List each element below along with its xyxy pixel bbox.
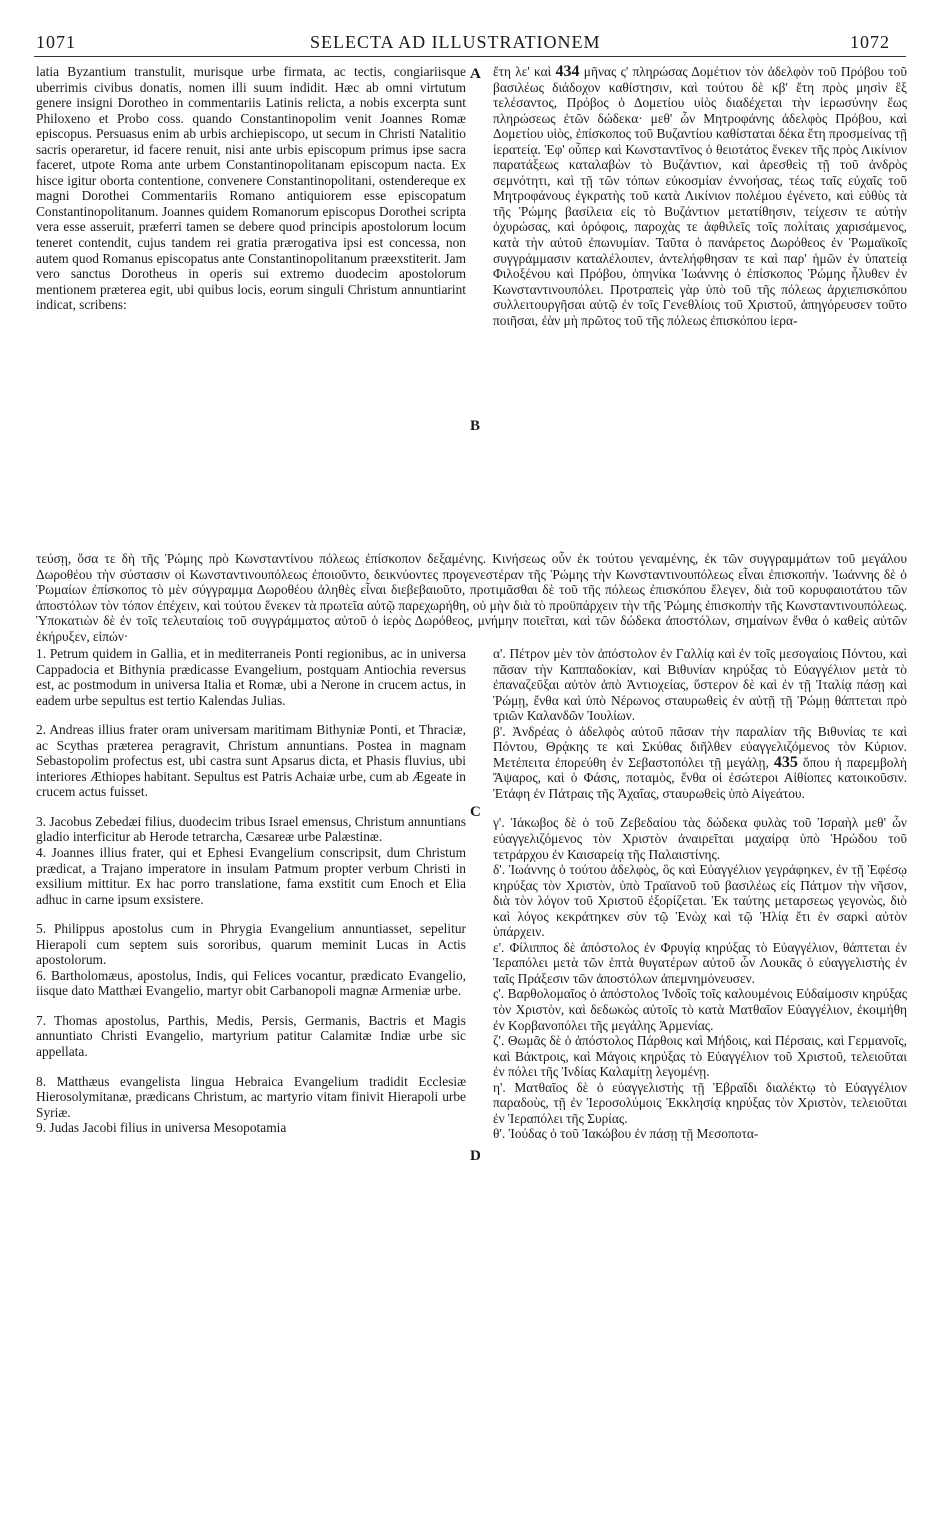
latin-item: 2. Andreas illius frater oram universam maritimam Bithyniæ Ponti, et Thraciæ, ac Scythas præterea peragravit, Christum annuntians. Postea in magnam Sebastopolim profectus est, ubi castra sunt Apsarus dicta, et Phasis fluvius, ubi interiores Æthiopes habitant. Sepultus est Patris Achaiæ urbe, cum ab Ægeate in crucem actus fuisset.	[36, 722, 466, 800]
greek-item: η'. Ματθαῖος δὲ ὁ εὐαγγελιστὴς τῇ Ἑβραΐδι διαλέκτῳ τὸ Εὐαγγέλιον παραδοὺς, τῇ ἐν Ἱεροσολύμοις Ἐκκλησίᾳ κηρύξας τὸν Χριστὸν, τελειοῦται ἐν Ἱεραπόλει τῆς Συρίας.	[493, 1079, 907, 1126]
latin-item: 9. Judas Jacobi filius in universa Mesopotamia	[36, 1120, 287, 1136]
latin-intro	[36, 64, 466, 313]
greek-intro-rest: μῆνας ς' πληρώσας Δομέτιον τὸν ἀδελφὸν τοῦ Πρόβου τοῦ βασιλέως διάδοχον καθίστησιν, καὶ τούτου δὲ κβ' ἔτη πρὸς μησὶν ἓξ τελέσαντος, Πρόβος ὁ Δομετίου υἱὸς διαδέχεται τὴν ἱερωσύνην ἕως πληρώσεως ἐτῶν δώδεκα· μεθ' ὧν Μητροφάνης ἀδελφὸς Πρόβου, καὶ Δομετίου υἱὸς, ἐπίσκοπος τοῦ Βυζαντίου καθίσταται δέκα ἔτη προσμείνας τῇ ἱερατείᾳ. Ἐφ' οὗπερ καὶ Κωνσταντῖνος ὁ θειοτάτος ἕνεκεν τῆς πρὸς Λικίνιον παρατάξεως καταλαβὼν τὸ Βυζάντιον, καὶ ἀρεσθεὶς τῇ τοῦ ἀνδρὸς σεμνότητι, καὶ τῇ τῶν τόπων εὐκοσμίαν ἐννοήσας, τέως ταῖς εὐχαῖς τοῦ Μητροφάνους ἐγκρατὴς τοῦ κατὰ Λικίνιον πολέμου ἐγένετο, καὶ εὐθὺς τὰ τῆς Ῥώμης βασίλεια εἰς τὸ Βυζάντιον μετατίθησιν, τείχεσιν τε αὐτὴν ὀχυρώσας, καὶ ὀρόφοις, παροχὰς τε ἀφθιλεῖς τοῖς πολίταις χαρισάμενος, κατὰ τὴν αὐτοῦ ἐπωνυμίαν. Ταῦτα ὁ πανάρετος Δωρόθεος ἐν Ῥωμαϊκοῖς συγγράμμασιν καταλέλοιπεν, ἀντελήφθησαν τε καὶ παρ' ἡμῶν ἐν ὑπατείᾳ Φιλοξένου καὶ Πρόβου, ὁπηνίκα Ἰωάννης ὁ ἐπίσκοπος Ῥώμης ἦλυθεν ἐν Κωνσταντινουπόλει. Προτραπεὶς γὰρ ὑπὸ τοῦ τῆς πόλεως ἀρχιεπισκόπου συλλειτουργῆσαι αὐτῷ ἐν τοῖς Γενεθλίοις τοῦ Χριστοῦ, ἀπηγόρευσεν τοῦτο ποιῆσαι, ἐὰν μὴ πρῶτος τοῦ τῆς πόλεως ἐπισκόπου ἱερα-	[493, 64, 907, 328]
greek-full-width	[36, 551, 907, 644]
latin-item: 4. Joannes illius frater, qui et Ephesi Evangelium conscripsit, dum Christum prædicat, a Trajano imperatore in insulam Patmum propter verbum Christi in exsilium mittitur. Ex hac porro translatione, fama exstitit cum Enoch et Elia adhuc in carne ipsum exsistere.	[36, 845, 466, 907]
page-number-434: 434	[555, 63, 580, 80]
greek-item: ς'. Βαρθολομαῖος ὁ ἀπόστολος Ἰνδοῖς τοῖς καλουμένοις Εὐδαίμοσιν κηρύξας τὸν Χριστὸν, καὶ δεδωκὼς αὐτοῖς τὸ κατὰ Ματθαῖον Εὐαγγέλιον, ἐκοιμήθη ἐν Κορβανοπόλει τῆς μεγάλης Ἀρμενίας.	[493, 986, 907, 1033]
latin-intro-text: latia Byzantium transtulit, murisque urbe firmata, ac tectis, congiariisque uberrimis civibus donatis, nomen illi suum indidit. Hæc ab omni virtutum genere insigni Dorotheo in commentariis Latinis relicta, a nobis excerpta sunt Philoxeno et Probo coss. quando Constantinopolim venit Joannes Romæ episcopus. Persuasus enim ab urbis archiepiscopo, ut secum in Christi Natalitio sacris operaretur, id facere renuit, nisi ante urbis episcopum primus ipse sacra faceret, utpote Roma ante urbem Constantinopolitanam episcopum nacta. Ex hisce igitur oborta contentione, convenere Constantinopolitani, ostendereque ex magni Dorothei Commentariis Romano antiquiorem esse episcopatum Constantinopolitanum. Joannes quidem Romanorum episcopus Dorothei scripta vera esse asseruit, præferri tamen se debere quod principis apostolorum locum teneret contendit, cujus tandem rei gratia prærogativa ipsi est concessa, non autem quod Romanus episcopatus ante Constantinopolitanum præexstiterit. Jam vero sanctus Dorotheus in operis sui extremo duodecim apostolorum mentionem præterea egit, ubi quibus locis, eorum singuli Christum annuntiarint indicat, scribens:	[36, 64, 466, 313]
page-number-435: 435	[773, 753, 798, 771]
latin-item: 8. Matthæus evangelista lingua Hebraica Evangelium tradidit Ecclesiæ Hierosolymitanæ, prædicans Christum, ac martyrio vitam finivit Hierapoli urbe Syriæ.	[36, 1073, 466, 1120]
greek-item	[493, 724, 907, 802]
greek-item: ζ'. Θωμᾶς δὲ ὁ ἀπόστολος Πάρθοις καὶ Μήδοις, καὶ Πέρσαις, καὶ Γερμανοῖς, καὶ Βάκτροις, καὶ Μάγοις κηρύξας τὸ Εὐαγγέλιον τοῦ Χριστοῦ, τελειοῦται ἐν πόλει τῆς Ἰνδίας Καλαμίτῃ λεγομένῃ.	[493, 1033, 907, 1080]
greek-intro-text	[493, 64, 907, 328]
greek-apostles	[493, 646, 907, 1142]
latin-item: 3. Jacobus Zebedæi filius, duodecim tribus Israel emensus, Christum annuntians gladio interficitur ab Herode tetrarcha, Cæsareæ urbe Palæstinæ.	[36, 813, 466, 845]
greek-intro-start: ἔτη λε' καὶ	[493, 64, 552, 79]
greek-item: δ'. Ἰωάννης ὁ τούτου ἀδελφὸς, ὃς καὶ Εὐαγγέλιον γεγράφηκεν, ἐν τῇ Ἐφέσῳ κηρύξας τὸν Χριστὸν, ὑπὸ Τραϊανοῦ τοῦ βασιλέως εἰς Πάτμον τὴν νῆσον, διὰ τὸν λόγον τοῦ Χριστοῦ ἐξορίζεται. Ἐκ ταύτης μεταρσεως γεγονὼς, διὸ καὶ λόγος κεκράτηκεν σὺν τῷ Ἐνὼχ καὶ τῷ Ἠλίᾳ ἔτι ἐν σαρκὶ αὐτὸν ὑπάρχειν.	[493, 862, 907, 940]
greek-item-start: β'. Ἀνδρέας ὁ ἀδελφὸς αὐτοῦ πᾶσαν τὴν παραλίαν τῆς Βιθυνίας τε καὶ Πόντου, Θρᾴκης τε καὶ Σκύθας διῆλθεν εὐαγγελιζόμενος τὸν Κύριον. Μετέπειτα ἐπορεύθη ἐν Σεβαστοπόλει τῇ μεγάλῃ,	[493, 723, 907, 770]
greek-item-rest: ὅπου ἡ παρεμβολὴ Ἄψαρος, καὶ ὁ Φάσις, ποταμὸς, ἔνθα οἱ ἐσώτεροι Αἰθίοπες κατοικοῦσιν. Ἐτάφη ἐν Πάτραις τῆς Ἀχαΐας, σταυρωθεὶς ὑπὸ Αἰγεάτου.	[493, 754, 907, 801]
latin-item: 6. Bartholomæus, apostolus, Indis, qui Felices vocantur, prædicato Evangelio, iisque dato Matthæi Evangelio, martyr obit Carbanopoli magnæ Armeniæ urbe.	[36, 967, 466, 999]
greek-intro	[493, 64, 907, 328]
greek-item: γ'. Ἰάκωβος δὲ ὁ τοῦ Ζεβεδαίου τὰς δώδεκα φυλὰς τοῦ Ἰσραὴλ μεθ' ὧν εὐαγγελιζόμενος τὸν Χριστὸν ἀναιρεῖται μαχαίρᾳ ὑπὸ Ἡρώδου τοῦ τετράρχου ἐν Καισαρείᾳ τῆς Παλαιστίνης.	[493, 815, 907, 862]
greek-full-width-text: τεύσῃ, ὅσα τε δὴ τῆς Ῥώμης πρὸ Κωνσταντίνου πόλεως ἐπίσκοπον δεξαμένης. Κινήσεως οὖν ἐκ τούτου γεναμένης, ἐκ τῶν συγγραμμάτων τοῦ μεγάλου Δωροθέου τὴν σύστασιν οἱ Κωνσταντινουπόλεως ἐποιοῦντο, δεικνύοντες προγενεστέραν τῆς Ῥώμης τὴν Κωνσταντινουπόλεως εἶναι ἐπισκοπήν. Ἰωάννης δὲ ὁ Ῥωμαίων ἐπίσκοπος τὸ μὲν σύγγραμμα Δωροθέου ἀληθὲς εἶναι διεβεβαιοῦτο, προτιμᾶσθαι δὲ τοῦ τῆς πόλεως ἐπισκόπου ἔλεγεν, διὰ τοῦ κορυφαιοτάτου τῶν ἀποστόλων τὸν τόπον ἐπέχειν, καὶ τούτου ἕνεκεν τὰ πρωτεῖα αὐτῷ παρεχωρήθη, οὐ μὴν διὰ τὸ προϋπάρχειν τὴν τῆς Ῥώμης ἐπισκοπὴν τῆς Κωνσταντινουπόλεως. Ὑποκατιὼν δὲ ἐν τοῖς τελευταίοις τοῦ συγγράμματος αὐτοῦ ὁ ἱερὸς Δωρόθεος, μνήμην ποιεῖται, καὶ τῶν δώδεκα ἀποστόλων, σημαίνων ἔνθα ὁ καθεὶς αὐτῶν ἐκήρυξεν, εἰπών·	[36, 551, 907, 644]
column-number-right: 1072	[850, 32, 890, 52]
margin-letter-d: D	[470, 1148, 481, 1164]
header-rule	[34, 56, 906, 57]
running-title: SELECTA AD ILLUSTRATIONEM	[310, 32, 601, 52]
greek-item: ε'. Φίλιππος δὲ ἀπόστολος ἐν Φρυγίᾳ κηρύξας τὸ Εὐαγγέλιον, θάπτεται ἐν Ἱεραπόλει μετὰ τῶν ἑπτὰ θυγατέρων αὐτοῦ ὧν Λουκᾶς ὁ εὐαγγελιστὴς ἐν ταῖς Πράξεσιν τῶν ἀποστόλων ἀπεμνημόνευσεν.	[493, 939, 907, 986]
column-number-left: 1071	[36, 32, 76, 52]
latin-item: 5. Philippus apostolus cum in Phrygia Evangelium annuntiasset, sepelitur Hierapoli cum septem suis sororibus, quarum meminit Lucas in Actis apostolorum.	[36, 921, 466, 968]
greek-item: α'. Πέτρον μὲν τὸν ἀπόστολον ἐν Γαλλίᾳ καὶ ἐν τοῖς μεσογαίοις Πόντου, καὶ πᾶσαν τὴν Καππαδοκίαν, καὶ Βιθυνίαν κηρύξας τὸ Εὐαγγέλιον μετὰ τὸ ἐπαναζεῦξαι αὐτὸν ἀπὸ Ἀντιοχείας, ὕστερον δὲ καὶ ἐν τῇ Ἰταλίᾳ πάσῃ καὶ Ῥώμῃ, ἔνθα καὶ ὑπὸ Νέρωνος σταυρωθεὶς ἐν αὐτῇ τῇ Ῥώμῃ θάπτεται πρὸ τριῶν Καλανδῶν Ἰουλίων.	[493, 646, 907, 724]
margin-letter-b: B	[470, 418, 481, 434]
latin-item: 7. Thomas apostolus, Parthis, Medis, Persis, Germanis, Bactris et Magis annuntiato Christi Evangelio, martyrium patitur Calamitæ Indiæ urbe sic appellata.	[36, 1012, 466, 1060]
margin-letter-a: A	[470, 66, 481, 82]
latin-apostles	[36, 646, 466, 1136]
margin-letter-c: C	[470, 804, 481, 820]
latin-item: 1. Petrum quidem in Gallia, et in mediterraneis Ponti regionibus, ac in universa Cappadocia et Bithynia prædicasse Evangelium, postquam Antiochia reversus est, ac postmodum in universa Italia et Romæ, ubi a Nerone in crucem actus, in eadem urbe sepultus est tertio Kalendas Julias.	[36, 646, 466, 708]
greek-item: θ'. Ἰούδας ὁ τοῦ Ἰακώβου ἐν πάσῃ τῇ Μεσοποτα-	[493, 1126, 759, 1142]
